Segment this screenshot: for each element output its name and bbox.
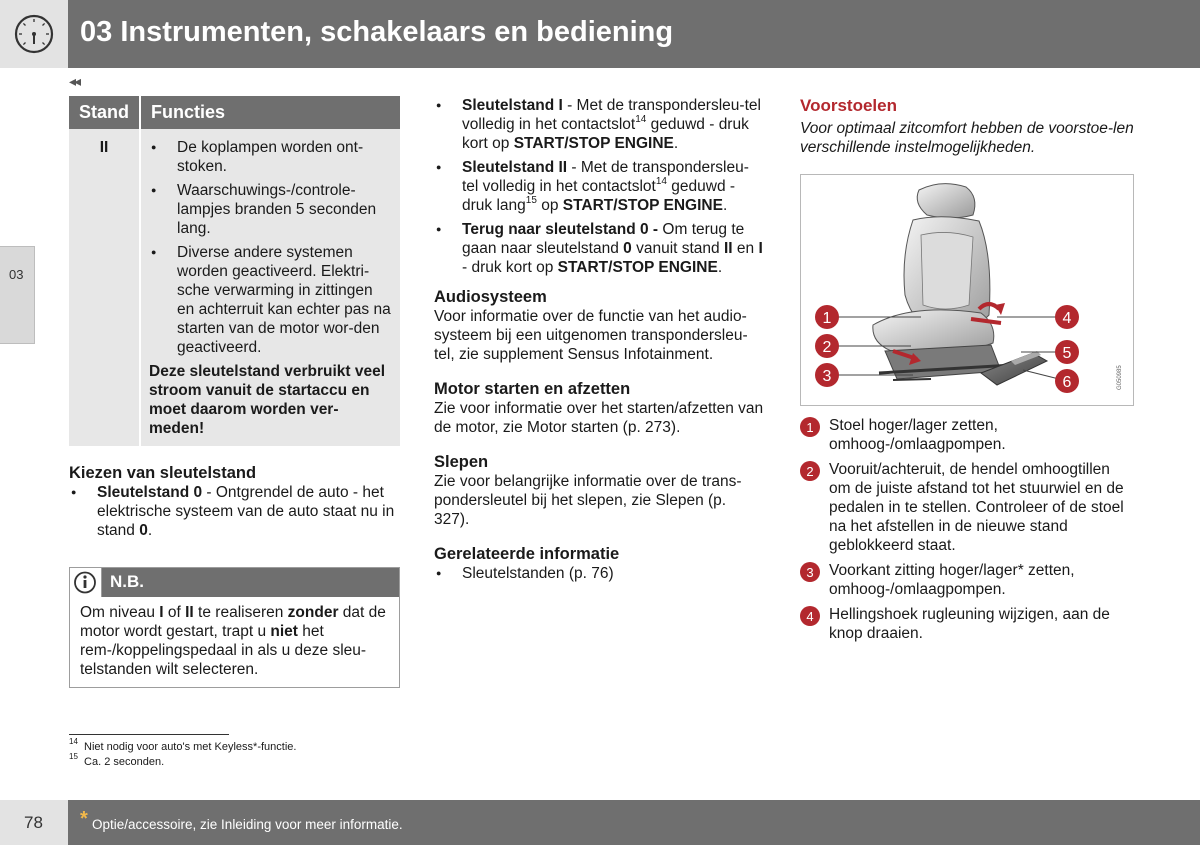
table-cell-stand: II [69, 129, 140, 446]
page-number-box [0, 800, 68, 845]
page-title: 03 Instrumenten, schakelaars en bediening [80, 16, 674, 48]
svg-text:1: 1 [806, 420, 814, 435]
svg-text:1: 1 [822, 310, 832, 327]
chapter-tab-label: 03 [9, 267, 24, 282]
svg-text:3: 3 [806, 565, 814, 580]
svg-text:2: 2 [822, 339, 832, 356]
list-item: ● Sleutelstand 0 - Ontgrendel de auto - het elektrische systeem van de auto staat nu in stand 0. [69, 483, 400, 540]
chapter-tab[interactable] [0, 246, 35, 344]
option-star-icon: * [80, 808, 88, 830]
list-item: ● Waarschuwings-/controle-lampjes branden 5 seconden lang. [149, 181, 392, 238]
svg-text:5: 5 [1062, 345, 1072, 362]
note-header [70, 568, 399, 597]
svg-text:3: 3 [822, 368, 832, 385]
audio-text: Voor informatie over de functie van het audio-systeem bij een uitgenomen transpondersleu-tel, zie supplement Sensus Infotainment. [434, 308, 748, 363]
seat-drawing [801, 175, 1133, 405]
back-arrows-icon[interactable]: ◂◂ [69, 73, 80, 89]
list-item: ● Diverse andere systemen worden geactiveerd. Elektri-sche verwarming in zittingen en achterruit kan echter pas na starten van de motor wor-den geactiveerd. [149, 243, 392, 357]
number-1-icon [800, 417, 820, 437]
figure-code: G050985 [1117, 365, 1123, 390]
list-item: 2 Vooruit/achteruit, de hendel omhoogtillen om de juiste afstand tot het stuurwiel en de pedalen in te stellen. Controleer of de stoel na het afstellen in de nieuwe stand geblokkeerd staat. [800, 460, 1135, 555]
note-label: N.B. [110, 572, 144, 591]
page-header [0, 0, 1200, 68]
list-item: ● Terug naar sleutelstand 0 - Om terug te gaan naar sleutelstand 0 vanuit stand II en I - druk kort op START/STOP ENGINE. [434, 220, 764, 277]
callout-3 [815, 363, 839, 387]
list-item: 4 Hellingshoek rugleuning wijzigen, aan de knop draaien. [800, 605, 1135, 643]
audio-heading: Audiosysteem [434, 288, 547, 306]
slepen-text: Zie voor belangrijke informatie over de trans-pondersleutel bij het slepen, zie Slepen (p. 327). [434, 473, 742, 528]
svg-text:4: 4 [1062, 310, 1072, 327]
number-3-icon [800, 562, 820, 582]
number-4-icon [800, 606, 820, 626]
callout-5 [1055, 340, 1079, 364]
table-header-stand: Stand [69, 96, 140, 129]
stand-table [69, 96, 400, 446]
list-item: 1 Stoel hoger/lager zetten, omhoog-/omlaagpompen. [800, 416, 1135, 454]
motor-text: Zie voor informatie over het starten/afzetten van de motor, zie Motor starten (p. 273). [434, 400, 764, 436]
number-2-icon [800, 461, 820, 481]
kiezen-heading: Kiezen van sleutelstand [69, 464, 257, 482]
chapter-logo [0, 0, 68, 68]
callout-1 [815, 305, 839, 329]
list-item: ● Sleutelstand II - Met de transpondersleu-tel volledig in het contactslot$^{14}$ geduwd - druk lang$^{15}$ op START/STOP ENGINE. [434, 158, 764, 215]
info-icon [70, 568, 102, 597]
table-row [69, 129, 400, 446]
column-left [69, 96, 400, 688]
list-item: ● Sleutelstand I - Met de transpondersleu-tel volledig in het contactslot$^{14}$ geduwd - druk kort op START/STOP ENGINE. [434, 96, 764, 153]
page-number: 78 [24, 813, 43, 832]
svg-text:4: 4 [806, 609, 814, 624]
page-footer [0, 800, 1200, 845]
note-body: Om niveau I of II te realiseren zonder dat de motor wordt gestart, trapt u niet het rem-/koppelingspedaal in als u deze sleu-telstanden wilt selecteren. [80, 604, 386, 678]
callout-6 [1055, 369, 1079, 393]
slepen-heading: Slepen [434, 453, 489, 471]
svg-text:6: 6 [1062, 374, 1072, 391]
section-title: Voorstoelen [800, 96, 897, 115]
section-intro: Voor optimaal zitcomfort hebben de voorstoe-len verschillende instelmogelijkheden. [800, 120, 1134, 156]
table-header-functies: Functies [140, 96, 400, 129]
list-item: 3 Voorkant zitting hoger/lager* zetten, omhoog-/omlaagpompen. [800, 561, 1135, 599]
footnotes [69, 737, 297, 770]
table-warning: Deze sleutelstand verbruikt veel stroom vanuit de startaccu en moet daarom worden ver-meden! [149, 363, 386, 437]
gauge-icon [14, 14, 54, 54]
list-item: ● De koplampen worden ont-stoken. [149, 138, 392, 176]
callout-2 [815, 334, 839, 358]
footnote-divider [69, 734, 229, 735]
note-box [69, 567, 400, 688]
footer-text: Optie/accessoire, zie Inleiding voor meer informatie. [92, 817, 403, 832]
related-heading: Gerelateerde informatie [434, 545, 620, 563]
related-link[interactable]: ● Sleutelstanden (p. 76) [434, 564, 764, 583]
column-right [800, 96, 1135, 649]
column-middle [434, 96, 764, 588]
motor-heading: Motor starten en afzetten [434, 380, 631, 398]
seat-illustration [800, 174, 1134, 406]
footnote: $^{15}$ Ca. 2 seconden. [69, 752, 165, 768]
table-cell-functies [140, 129, 400, 446]
callout-4 [1055, 305, 1079, 329]
svg-text:2: 2 [806, 464, 814, 479]
footnote: $^{14}$ Niet nodig voor auto's met Keyless*-functie. [69, 737, 297, 753]
